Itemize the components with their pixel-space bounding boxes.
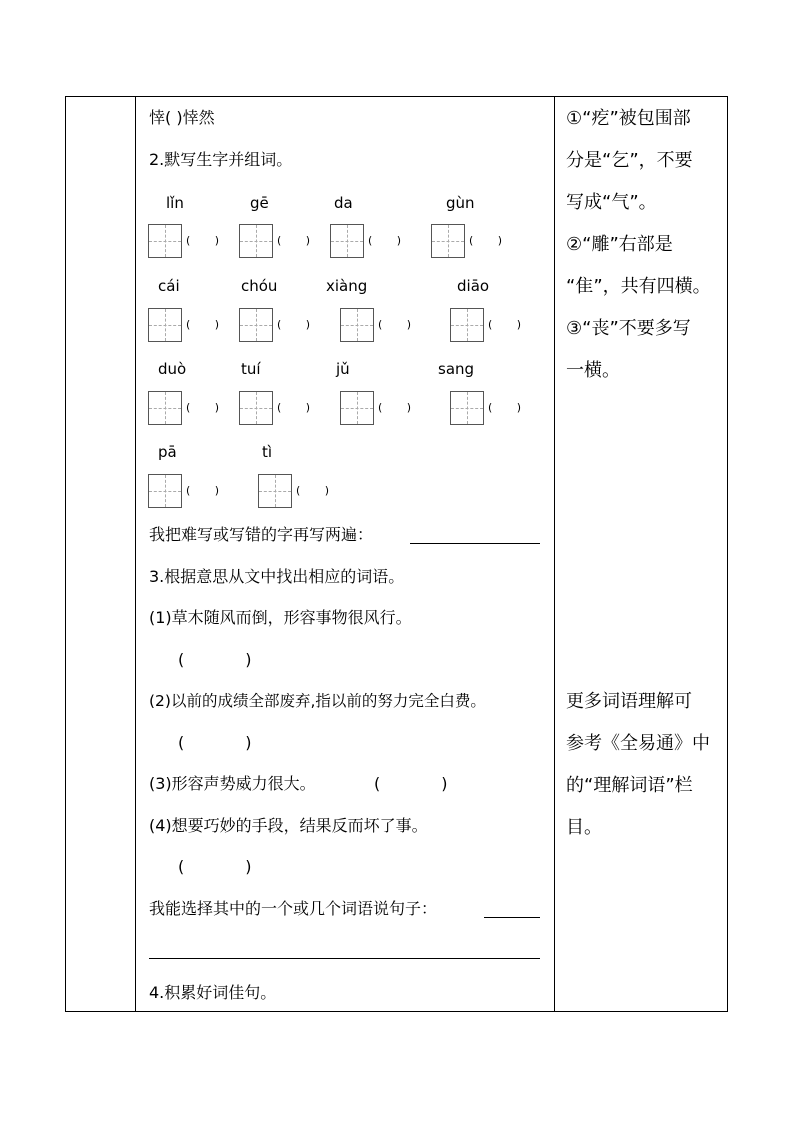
writing-grid-cell[interactable] <box>148 224 182 258</box>
pinyin: diāo <box>457 277 490 295</box>
tip-line: ①“疙”被包围部 <box>566 108 691 129</box>
writing-grid-cell[interactable] <box>431 224 465 258</box>
pinyin: pā <box>158 443 177 461</box>
tip-line: “隹”，共有四横。 <box>566 276 711 297</box>
tip-line: 写成“气”。 <box>566 192 657 213</box>
word-paren: ( ) <box>186 484 220 497</box>
sentence-prompt: 我能选择其中的一个或几个词语说句子： <box>149 899 438 918</box>
q3-item-1: (1)草木随风而倒，形容事物很风行。 <box>149 608 412 627</box>
rewrite-prompt: 我把难写或写错的字再写两遍： <box>149 525 374 544</box>
tip-line: 分是“乞”，不要 <box>566 150 693 171</box>
writing-grid-cell[interactable] <box>239 224 273 258</box>
word-paren: ( ) <box>277 318 311 331</box>
word-paren: ( ) <box>296 484 330 497</box>
word-paren: ( ) <box>488 401 522 414</box>
pinyin: duò <box>158 360 187 378</box>
word-paren: ( ) <box>378 401 412 414</box>
tip-line: 更多词语理解可 <box>566 691 692 712</box>
tip-line: 目。 <box>566 817 602 838</box>
column-divider-right <box>554 97 555 1011</box>
answer-paren[interactable]: ( ) <box>178 733 252 752</box>
top-line: 悻( )悻然 <box>149 108 215 127</box>
writing-grid-cell[interactable] <box>450 391 484 425</box>
writing-grid-cell[interactable] <box>340 391 374 425</box>
pinyin: lǐn <box>166 194 184 212</box>
word-paren: ( ) <box>469 234 503 247</box>
pinyin: tuí <box>241 360 261 378</box>
writing-grid-cell[interactable] <box>330 224 364 258</box>
word-paren: ( ) <box>368 234 402 247</box>
pinyin: da <box>334 194 353 212</box>
word-paren: ( ) <box>186 234 220 247</box>
tip-line: 的“理解词语”栏 <box>566 775 693 796</box>
pinyin: gùn <box>446 194 475 212</box>
pinyin: jǔ <box>336 360 350 378</box>
tip-line: 一横。 <box>566 360 620 381</box>
word-paren: ( ) <box>488 318 522 331</box>
word-paren: ( ) <box>186 401 220 414</box>
q4-title: 4.积累好词佳句。 <box>149 983 277 1002</box>
q3-title: 3.根据意思从文中找出相应的词语。 <box>149 567 405 586</box>
q2-title: 2.默写生字并组词。 <box>149 150 293 169</box>
tip-box-characters <box>566 98 721 392</box>
sentence-answer-line-2[interactable] <box>149 958 540 959</box>
pinyin: chóu <box>241 277 278 295</box>
writing-grid-cell[interactable] <box>148 308 182 342</box>
pinyin: sang <box>438 360 475 378</box>
answer-paren[interactable]: ( ) <box>374 774 448 793</box>
tip-line: ③“丧”不要多写 <box>566 318 691 339</box>
pinyin: cái <box>158 277 180 295</box>
answer-paren[interactable]: ( ) <box>178 650 252 669</box>
word-paren: ( ) <box>277 234 311 247</box>
word-paren: ( ) <box>186 318 220 331</box>
writing-grid-cell[interactable] <box>239 391 273 425</box>
column-divider-left <box>135 97 136 1011</box>
answer-paren[interactable]: ( ) <box>178 857 252 876</box>
writing-grid-cell[interactable] <box>148 474 182 508</box>
writing-grid-cell[interactable] <box>148 391 182 425</box>
rewrite-answer-line[interactable] <box>410 543 540 544</box>
pinyin: gē <box>250 194 269 212</box>
tip-line: 参考《全易通》中 <box>566 733 710 754</box>
writing-grid-cell[interactable] <box>258 474 292 508</box>
sentence-answer-line[interactable] <box>484 917 540 918</box>
word-paren: ( ) <box>277 401 311 414</box>
pinyin: tì <box>262 443 273 461</box>
q3-item-3: (3)形容声势威力很大。 <box>149 774 316 793</box>
writing-grid-cell[interactable] <box>340 308 374 342</box>
writing-grid-cell[interactable] <box>450 308 484 342</box>
tip-line: ②“雕”右部是 <box>566 234 673 255</box>
q3-item-4: (4)想要巧妙的手段，结果反而坏了事。 <box>149 816 428 835</box>
word-paren: ( ) <box>378 318 412 331</box>
tip-box-vocabulary <box>566 681 721 849</box>
q3-item-2: (2)以前的成绩全部废弃,指以前的努力完全白费。 <box>149 692 486 710</box>
pinyin: xiàng <box>326 277 368 295</box>
writing-grid-cell[interactable] <box>239 308 273 342</box>
